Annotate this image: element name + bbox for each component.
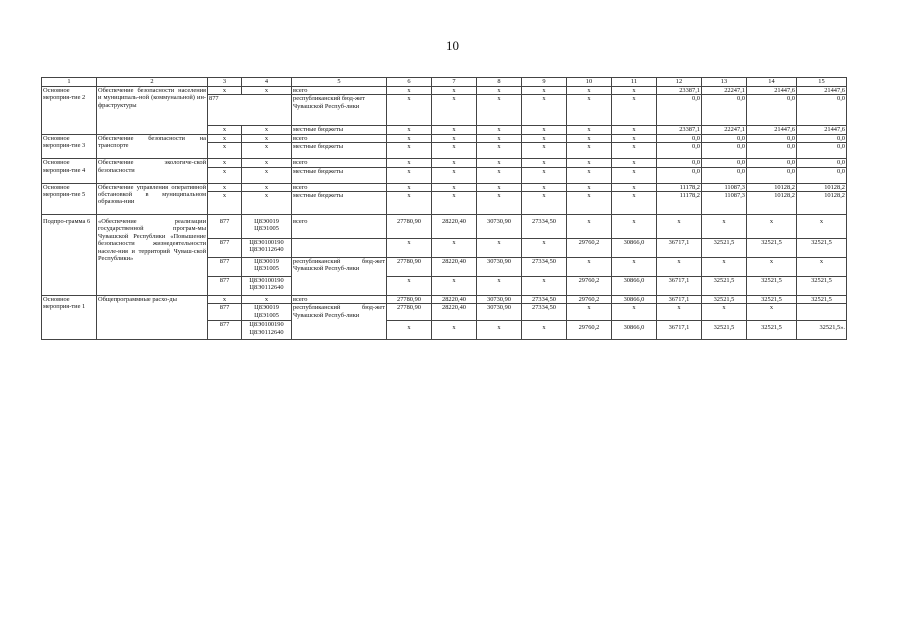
value-cell: 21447,6	[797, 126, 847, 134]
table-cell: x	[567, 192, 612, 215]
value-cell: 32521,5	[797, 277, 847, 296]
table-cell: x	[567, 134, 612, 142]
activity-cell: Основное мероприя-тие 3	[42, 134, 97, 158]
source-cell: всего	[292, 296, 387, 304]
table-row	[42, 296, 847, 304]
value-cell: 30866,0	[612, 277, 657, 296]
table-cell: x	[208, 126, 242, 134]
activity-name-cell: Обеспечение безопасности на транспорте	[97, 134, 208, 158]
table-cell: x	[612, 87, 657, 95]
table-cell: x	[208, 167, 242, 183]
table-row	[42, 159, 847, 167]
table-cell: x	[612, 126, 657, 134]
value-cell: 0,0	[657, 159, 702, 167]
header-cell: 4	[242, 78, 292, 87]
table-cell: x	[387, 134, 432, 142]
table-cell: x	[432, 321, 477, 340]
table-cell: x	[242, 159, 292, 167]
table-cell: x	[747, 215, 797, 239]
source-cell: республиканский бюд-жет Чувашской Респуб-лики	[292, 258, 387, 296]
value-cell: 21447,6	[747, 87, 797, 95]
source-cell: республиканский бюд-жет Чувашской Респуб-лики	[292, 95, 387, 126]
table-cell: x	[522, 143, 567, 159]
table-cell: x	[612, 258, 657, 277]
table-row	[42, 183, 847, 191]
table-cell: 877	[208, 215, 242, 239]
table-cell: 877	[208, 258, 242, 277]
header-row	[42, 78, 847, 87]
table-cell: 877	[208, 304, 242, 321]
table-cell: x	[477, 143, 522, 159]
value-cell: 32521,5	[702, 239, 747, 258]
table-cell: x	[477, 183, 522, 191]
value-cell: 0,0	[747, 167, 797, 183]
table-cell	[797, 304, 847, 321]
value-cell: 30730,90	[477, 215, 522, 239]
table-cell: x	[567, 183, 612, 191]
table-cell: x	[522, 134, 567, 142]
table-cell: x	[387, 167, 432, 183]
source-cell: всего	[292, 183, 387, 191]
code-text: Ц8Э0112640	[249, 246, 284, 254]
value-cell: 32521,5».	[797, 321, 847, 340]
activity-name-cell: Общепрограммные расхо-ды	[97, 296, 208, 340]
header-cell: 14	[747, 78, 797, 87]
table-cell: x	[747, 304, 797, 321]
table-cell: x	[567, 304, 612, 321]
table-cell: x	[477, 134, 522, 142]
table-cell: x	[657, 304, 702, 321]
table-row	[42, 134, 847, 142]
table-cell: x	[242, 134, 292, 142]
source-cell: всего	[292, 159, 387, 167]
source-cell: местные бюджеты	[292, 126, 387, 134]
activity-cell: Основное мероприя-тие 5	[42, 183, 97, 214]
header-cell: 12	[657, 78, 702, 87]
subprogram-name-cell: «Обеспечение реализации государственной програм-мы Чувашской Республики «Повышение безопасности жизнедеятельности населе-ния и территорий Чуваш-ской Республики»	[97, 215, 208, 296]
value-cell: 27334,50	[522, 215, 567, 239]
code-cell	[242, 258, 292, 277]
value-cell: 30730,90	[477, 304, 522, 321]
table-cell: x	[522, 87, 567, 95]
table-cell: x	[208, 87, 242, 95]
table-cell: x	[477, 159, 522, 167]
value-cell: 32521,5	[702, 277, 747, 296]
source-cell: всего	[292, 215, 387, 239]
value-cell: 32521,5	[747, 321, 797, 340]
code-text: Ц8Э0100190	[249, 277, 284, 285]
table-cell: x	[208, 159, 242, 167]
source-cell	[292, 239, 387, 258]
table-cell: x	[387, 183, 432, 191]
value-cell: 30866,0	[612, 239, 657, 258]
value-cell: 0,0	[702, 159, 747, 167]
table-cell: x	[387, 239, 432, 258]
table-cell: x	[432, 277, 477, 296]
value-cell: 10128,2	[747, 192, 797, 215]
table-cell: x	[747, 258, 797, 277]
table-cell: x	[522, 277, 567, 296]
value-cell: 28220,40	[432, 304, 477, 321]
table-cell: x	[242, 167, 292, 183]
value-cell: 11178,2	[657, 183, 702, 191]
value-cell: 29760,2	[567, 296, 612, 304]
table-cell: x	[702, 304, 747, 321]
table-cell: x	[477, 87, 522, 95]
source-cell: всего	[292, 87, 387, 95]
table-cell: x	[612, 95, 657, 126]
activity-cell: Основное мероприя-тие 1	[42, 296, 97, 340]
header-cell: 9	[522, 78, 567, 87]
table-cell: x	[567, 87, 612, 95]
table-cell: x	[612, 143, 657, 159]
value-cell: 0,0	[657, 134, 702, 142]
table-cell: x	[567, 258, 612, 277]
table-cell: x	[387, 126, 432, 134]
page-number: 10	[446, 38, 459, 53]
header-cell: 8	[477, 78, 522, 87]
table-cell: x	[432, 95, 477, 126]
value-cell: 0,0	[797, 134, 847, 142]
code-cell	[242, 304, 292, 321]
source-cell: республиканский бюд-жет Чувашской Респуб-лики	[292, 304, 387, 340]
table-cell: x	[522, 167, 567, 183]
code-text: Ц8Э1005	[254, 265, 279, 273]
value-cell: 10128,2	[747, 183, 797, 191]
value-cell: 0,0	[747, 95, 797, 126]
value-cell: 32521,5	[747, 277, 797, 296]
header-cell: 6	[387, 78, 432, 87]
value-cell: 23387,1	[657, 126, 702, 134]
table-cell: x	[242, 126, 292, 134]
code-cell	[242, 239, 292, 258]
value-cell: 0,0	[657, 167, 702, 183]
header-cell: 3	[208, 78, 242, 87]
value-cell: 23387,1	[657, 87, 702, 95]
value-cell: 29760,2	[567, 239, 612, 258]
header-cell: 15	[797, 78, 847, 87]
table-cell: x	[522, 321, 567, 340]
table-cell: x	[612, 134, 657, 142]
value-cell: 32521,5	[797, 296, 847, 304]
activity-cell: Основное мероприя-тие 2	[42, 87, 97, 135]
table-cell: x	[612, 304, 657, 321]
value-cell: 32521,5	[702, 321, 747, 340]
value-cell: 21447,6	[747, 126, 797, 134]
table-cell: x	[702, 258, 747, 277]
code-text: Ц8Э0112640	[249, 328, 284, 336]
value-cell: 27780,90	[387, 296, 432, 304]
value-cell: 0,0	[797, 143, 847, 159]
table-cell: x	[522, 239, 567, 258]
value-cell: 28220,40	[432, 296, 477, 304]
value-cell: 21447,6	[797, 87, 847, 95]
value-cell: 0,0	[797, 167, 847, 183]
value-cell: 27780,90	[387, 258, 432, 277]
table-cell: x	[242, 296, 292, 304]
table-cell: x	[432, 126, 477, 134]
table-cell: x	[612, 167, 657, 183]
table-cell: x	[432, 183, 477, 191]
table-row	[42, 87, 847, 95]
value-cell: 0,0	[747, 159, 797, 167]
code-text: Ц8Э0019	[254, 304, 279, 312]
table-cell: x	[567, 215, 612, 239]
value-cell: 29760,2	[567, 277, 612, 296]
value-cell: 22247,1	[702, 126, 747, 134]
table-cell: x	[387, 159, 432, 167]
value-cell: 36717,1	[657, 296, 702, 304]
code-text: Ц8Э1005	[254, 311, 279, 319]
table-cell: x	[612, 183, 657, 191]
table-cell: x	[797, 258, 847, 277]
code-cell	[242, 215, 292, 239]
table-cell: x	[242, 143, 292, 159]
code-cell	[242, 277, 292, 296]
table-cell: x	[657, 258, 702, 277]
table-cell: x	[208, 192, 242, 215]
header-cell: 2	[97, 78, 208, 87]
value-cell: 30866,0	[612, 321, 657, 340]
table-cell: x	[387, 143, 432, 159]
table-cell: x	[522, 192, 567, 215]
table-cell: x	[612, 215, 657, 239]
value-cell: 0,0	[702, 95, 747, 126]
table-cell: x	[432, 134, 477, 142]
table-cell: x	[477, 321, 522, 340]
activity-name-cell: Обеспечение управления оперативной обстановкой в муниципальном образова-нии	[97, 183, 208, 214]
value-cell: 0,0	[747, 143, 797, 159]
value-cell: 32521,5	[702, 296, 747, 304]
table-cell: x	[387, 321, 432, 340]
header-cell: 1	[42, 78, 97, 87]
code-text: Ц8Э0112640	[249, 284, 284, 292]
value-cell: 10128,2	[797, 192, 847, 215]
table-cell: x	[477, 277, 522, 296]
table-cell: x	[657, 215, 702, 239]
table-cell: x	[208, 134, 242, 142]
value-cell: 32521,5	[797, 239, 847, 258]
table-cell: x	[477, 239, 522, 258]
value-cell: 0,0	[702, 167, 747, 183]
code-cell	[242, 321, 292, 340]
value-cell: 11087,3	[702, 192, 747, 215]
table-cell: 877	[208, 239, 242, 258]
value-cell: 0,0	[702, 134, 747, 142]
source-cell: всего	[292, 134, 387, 142]
budget-table	[41, 77, 847, 340]
table-cell: x	[477, 126, 522, 134]
table-cell: x	[567, 95, 612, 126]
header-cell: 11	[612, 78, 657, 87]
table-cell: 877	[208, 95, 292, 126]
subprogram-cell: Подпро-грамма 6	[42, 215, 97, 296]
table-cell: x	[242, 183, 292, 191]
value-cell: 29760,2	[567, 321, 612, 340]
header-cell: 10	[567, 78, 612, 87]
table-cell: x	[432, 167, 477, 183]
value-cell: 28220,40	[432, 258, 477, 277]
header-cell: 13	[702, 78, 747, 87]
table-cell: x	[387, 277, 432, 296]
table-cell: x	[567, 159, 612, 167]
code-text: Ц8Э0019	[254, 258, 279, 266]
code-text: Ц8Э1005	[254, 225, 279, 233]
value-cell: 30730,90	[477, 296, 522, 304]
source-cell: местные бюджеты	[292, 192, 387, 215]
source-cell: местные бюджеты	[292, 167, 387, 183]
value-cell: 0,0	[657, 143, 702, 159]
table-cell: x	[522, 95, 567, 126]
table-cell: x	[612, 192, 657, 215]
table-cell: x	[797, 215, 847, 239]
code-text: Ц8Э0100190	[249, 239, 284, 247]
table-row	[42, 215, 847, 239]
table-cell: x	[477, 95, 522, 126]
table-cell: x	[208, 143, 242, 159]
value-cell: 32521,5	[747, 296, 797, 304]
activity-name-cell: Обеспечение экологиче-ской безопасности	[97, 159, 208, 183]
value-cell: 0,0	[657, 95, 702, 126]
value-cell: 22247,1	[702, 87, 747, 95]
code-text: Ц8Э0019	[254, 218, 279, 226]
table-cell: x	[432, 159, 477, 167]
table-cell: 877	[208, 277, 242, 296]
table-cell: x	[432, 192, 477, 215]
table-cell: x	[432, 87, 477, 95]
table-cell: x	[208, 296, 242, 304]
value-cell: 36717,1	[657, 239, 702, 258]
value-cell: 11178,2	[657, 192, 702, 215]
code-text: Ц8Э0100190	[249, 321, 284, 329]
value-cell: 0,0	[747, 134, 797, 142]
table-cell: x	[432, 239, 477, 258]
table-cell: x	[522, 159, 567, 167]
table-cell: x	[612, 159, 657, 167]
value-cell: 0,0	[797, 159, 847, 167]
value-cell: 32521,5	[747, 239, 797, 258]
header-cell: 5	[292, 78, 387, 87]
value-cell: 27334,50	[522, 304, 567, 321]
header-cell: 7	[432, 78, 477, 87]
value-cell: 28220,40	[432, 215, 477, 239]
value-cell: 10128,2	[797, 183, 847, 191]
table-cell: x	[477, 167, 522, 183]
table-cell: x	[567, 167, 612, 183]
table-cell: x	[387, 95, 432, 126]
table-cell: x	[387, 192, 432, 215]
table-cell: x	[208, 183, 242, 191]
table-cell: x	[387, 87, 432, 95]
value-cell: 0,0	[702, 143, 747, 159]
value-cell: 36717,1	[657, 321, 702, 340]
table-cell: x	[477, 192, 522, 215]
table-cell: x	[567, 126, 612, 134]
value-cell: 30730,90	[477, 258, 522, 277]
value-cell: 27334,50	[522, 258, 567, 277]
activity-name-cell: Обеспечение безопасности населения и муниципаль-ной (коммунальной) ин-фраструктуры	[97, 87, 208, 135]
value-cell: 0,0	[797, 95, 847, 126]
value-cell: 11087,3	[702, 183, 747, 191]
value-cell: 27780,90	[387, 304, 432, 321]
value-cell: 27334,50	[522, 296, 567, 304]
value-cell: 36717,1	[657, 277, 702, 296]
table-cell: x	[522, 126, 567, 134]
source-cell: местные бюджеты	[292, 143, 387, 159]
table-cell: x	[567, 143, 612, 159]
table-cell: x	[522, 183, 567, 191]
table-cell: x	[242, 192, 292, 215]
table-cell: x	[432, 143, 477, 159]
activity-cell: Основное мероприя-тие 4	[42, 159, 97, 183]
table-cell: 877	[208, 321, 242, 340]
value-cell: 27780,90	[387, 215, 432, 239]
table-cell: x	[242, 87, 292, 95]
table-cell: x	[702, 215, 747, 239]
value-cell: 30866,0	[612, 296, 657, 304]
